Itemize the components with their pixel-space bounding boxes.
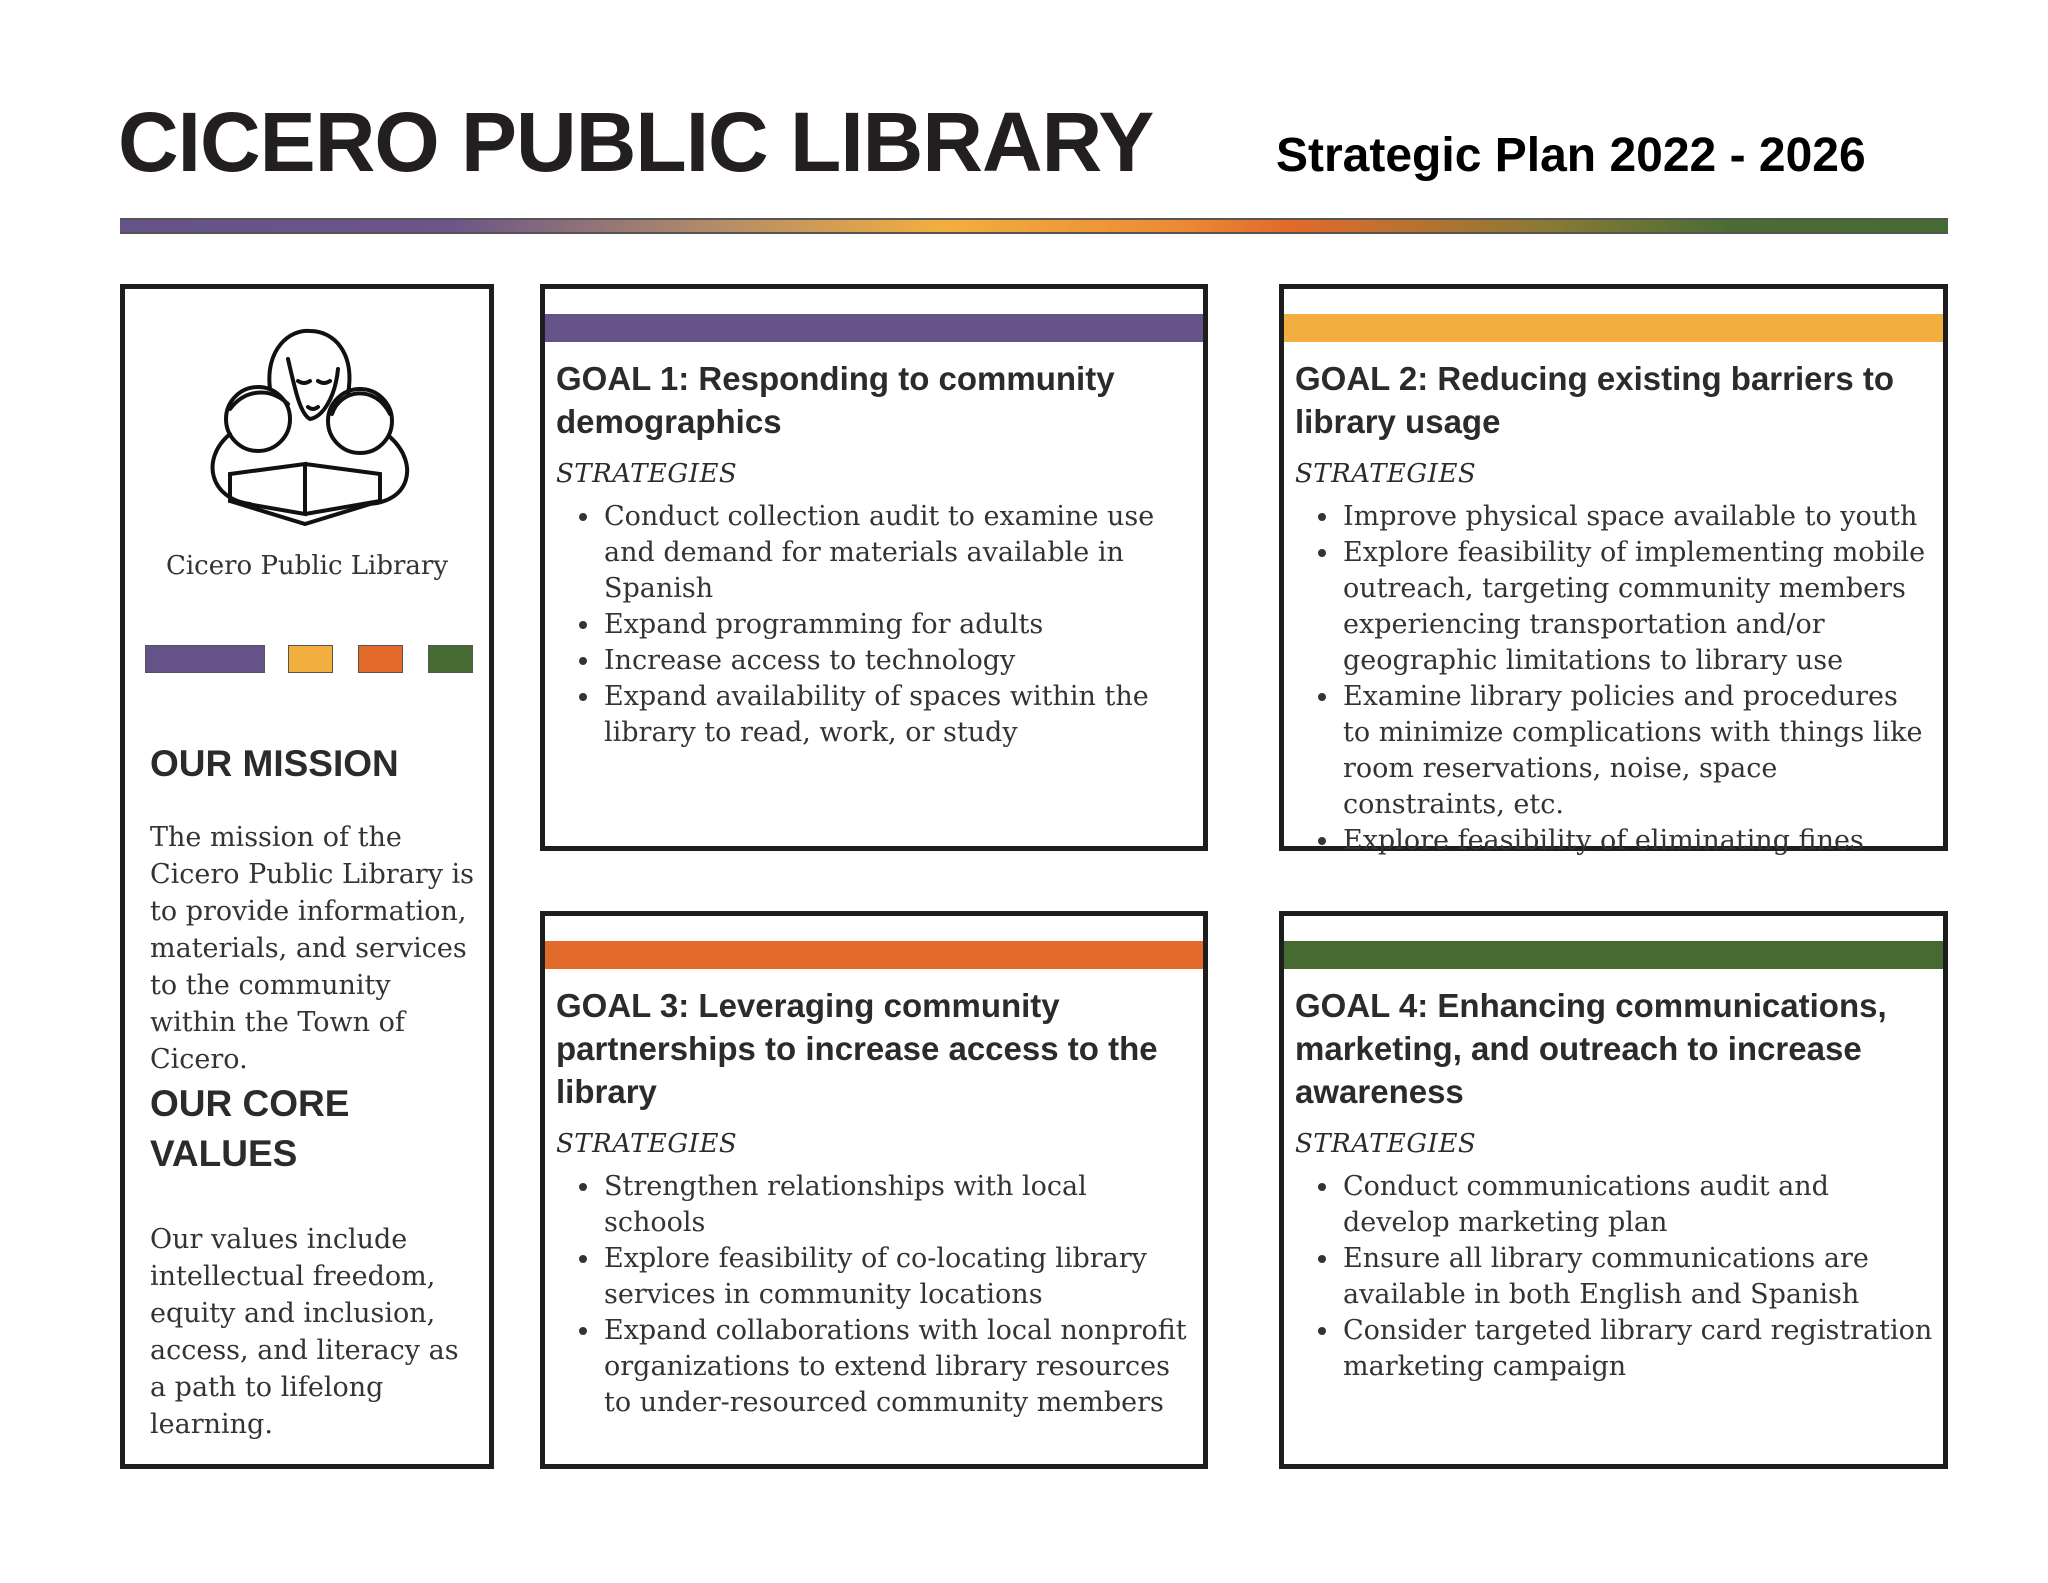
strategy-list	[1295, 1169, 1933, 1385]
color-swatch-purple	[145, 645, 265, 673]
goal-title: GOAL 1: Responding to community demographics	[556, 360, 1115, 440]
strategy-item: • Examine library policies and procedures to minimize complications with things like room reservations, noise, space constraints, etc.	[1341, 679, 1933, 823]
goal-color-bar	[545, 941, 1203, 969]
values-text: Our values include intellectual freedom, equity and inclusion, access, and literacy as a path to lifelong learning.	[150, 1224, 459, 1440]
goal-2-card	[1279, 284, 1948, 856]
strategy-item: • Explore feasibility of co-locating library services in community locations	[602, 1241, 1193, 1313]
mission-heading: OUR MISSION	[150, 743, 399, 784]
strategy-item: • Expand availability of spaces within the library to read, work, or study	[602, 679, 1193, 751]
mission-text: The mission of the Cicero Public Library is to provide information, materials, and services to the community within the Town of Cicero.	[150, 822, 475, 1075]
strategy-item: • Ensure all library communications are available in both English and Spanish	[1341, 1241, 1933, 1313]
strategy-item: • Improve physical space available to youth	[1341, 499, 1933, 535]
strategy-item: • Strengthen relationships with local schools	[602, 1169, 1193, 1241]
goal-title: GOAL 2: Reducing existing barriers to library usage	[1295, 360, 1895, 440]
strategy-item: • Consider targeted library card registration marketing campaign	[1341, 1313, 1933, 1385]
goal-3-card	[540, 911, 1208, 1469]
goal-color-bar	[1284, 314, 1943, 342]
color-swatch-green	[428, 645, 473, 673]
goal-1-card	[540, 284, 1208, 851]
strategy-item: • Expand programming for adults	[602, 607, 1193, 643]
logo-caption: Cicero Public Library	[165, 551, 449, 581]
strategy-item: • Explore feasibility of eliminating fines	[1341, 823, 1933, 859]
strategy-item: • Explore feasibility of implementing mobile outreach, targeting community members experiencing transportation and/or geographic limitations to library use	[1341, 535, 1933, 679]
color-swatch-yellow	[288, 645, 333, 673]
sidebar-panel	[120, 284, 494, 1469]
color-swatch-orange	[358, 645, 403, 673]
strategy-list	[1295, 499, 1933, 859]
strategy-list	[556, 1169, 1193, 1421]
gradient-divider	[120, 218, 1948, 234]
strategy-list	[556, 499, 1193, 751]
goal-title: GOAL 3: Leveraging community partnerships to increase access to the library	[556, 987, 1158, 1110]
goal-color-bar	[545, 314, 1203, 342]
strategy-item: • Conduct collection audit to examine use and demand for materials available in Spanish	[602, 499, 1193, 607]
strategies-label: STRATEGIES	[556, 459, 738, 489]
strategy-item: • Increase access to technology	[602, 643, 1193, 679]
goal-4-card	[1279, 911, 1948, 1469]
strategy-item: • Expand collaborations with local nonprofit organizations to extend library resources to under-resourced community members	[602, 1313, 1193, 1421]
goal-title: GOAL 4: Enhancing communications, marketing, and outreach to increase awareness	[1295, 987, 1887, 1110]
strategies-label: STRATEGIES	[1295, 1129, 1477, 1159]
page-title: CICERO PUBLIC LIBRARY	[118, 95, 1154, 189]
goal-color-bar	[1284, 941, 1943, 969]
strategies-label: STRATEGIES	[1295, 459, 1477, 489]
values-heading: OUR CORE VALUES	[150, 1083, 350, 1174]
page-subtitle: Strategic Plan 2022 - 2026	[1276, 129, 1866, 182]
library-logo-icon	[190, 319, 430, 539]
strategies-label: STRATEGIES	[556, 1129, 738, 1159]
strategy-item: • Conduct communications audit and develop marketing plan	[1341, 1169, 1933, 1241]
